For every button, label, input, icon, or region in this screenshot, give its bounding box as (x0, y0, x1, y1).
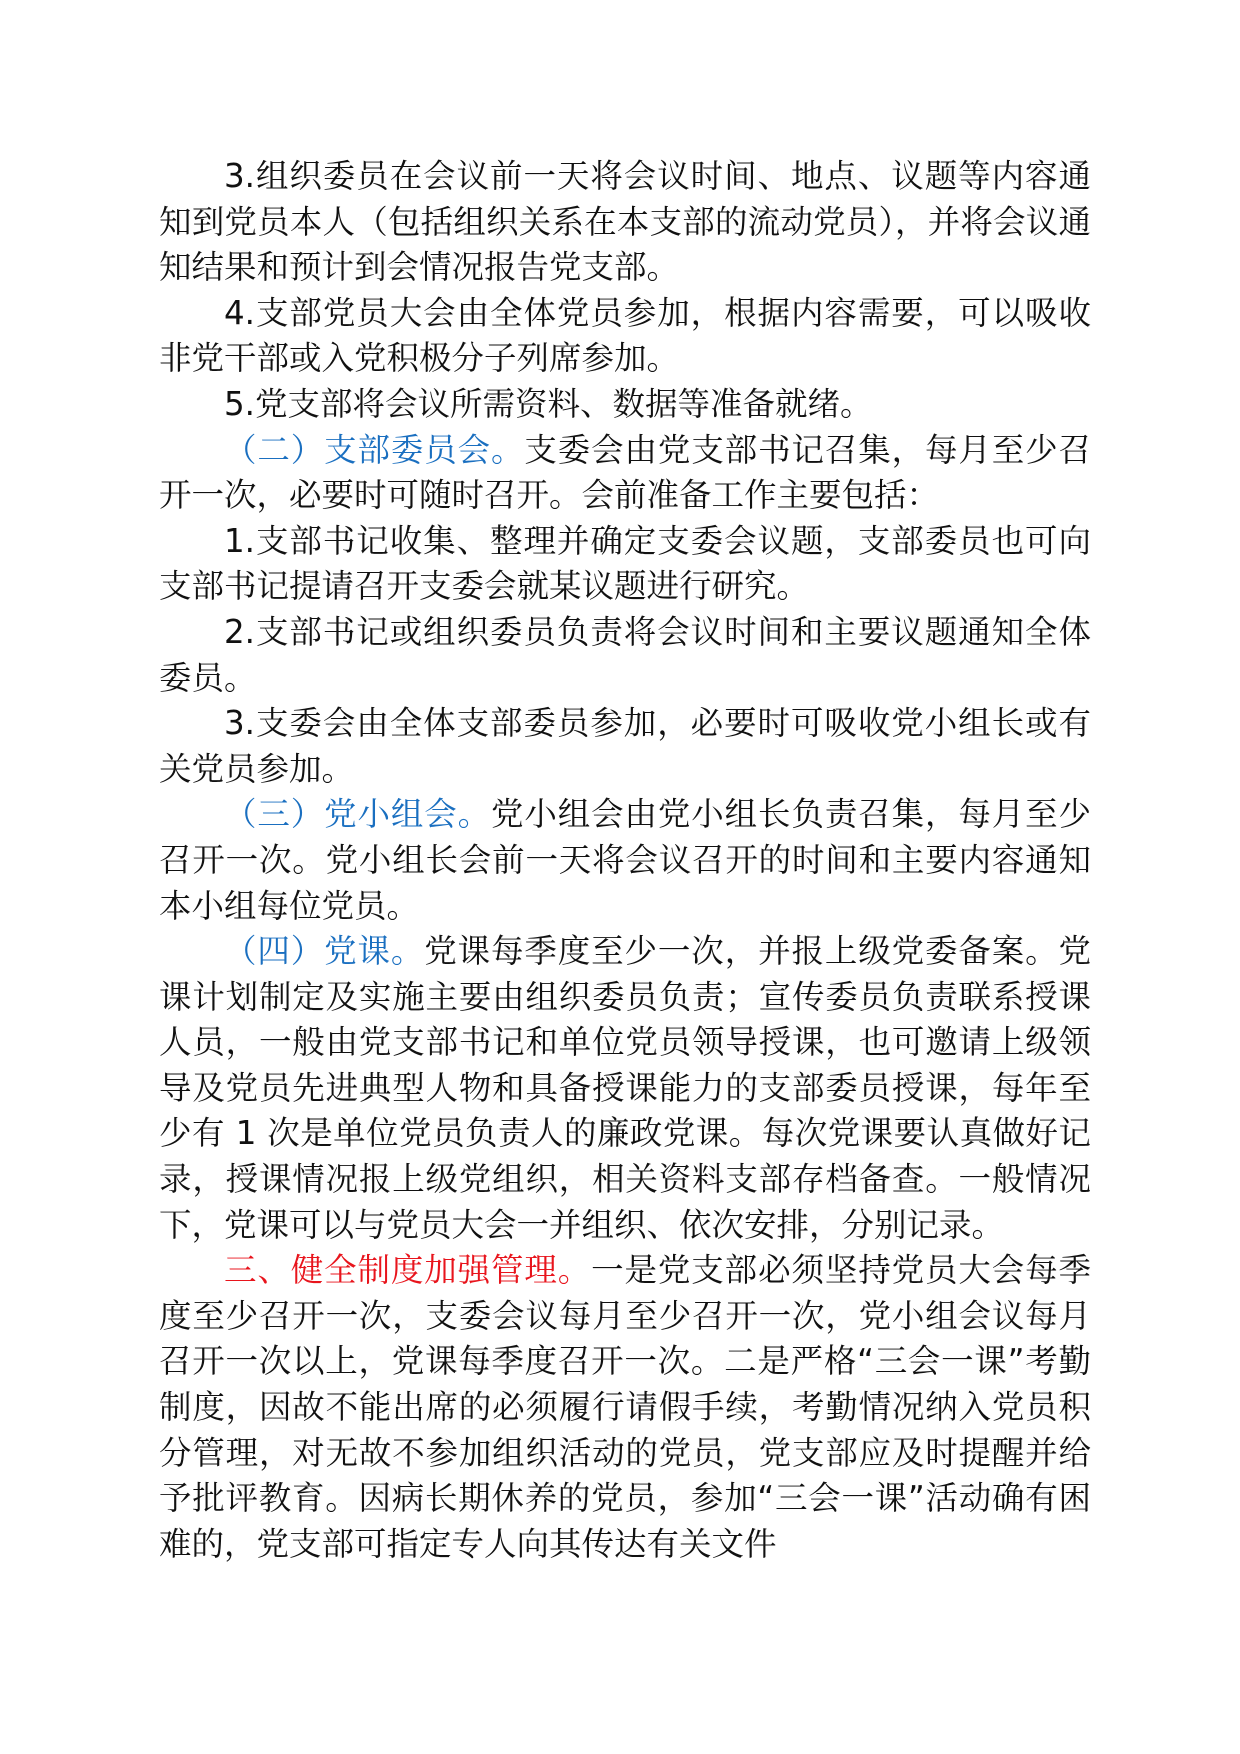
paragraph-text: 1.支部书记收集、整理并确定支委会议题，支部委员也可向支部书记提请召开支委会就某议题进行研究。 (159, 521, 1091, 606)
paragraph-text: 5.党支部将会议所需资料、数据等准备就绪。 (224, 384, 873, 423)
paragraph-party-group (159, 792, 1091, 929)
paragraph-party-lecture (159, 929, 1091, 1248)
document-body (159, 154, 1091, 1567)
paragraph-text: 党课每季度至少一次，并报上级党委备案。党课计划制定及实施主要由组织委员负责；宣传委员负责联系授课人员，一般由党支部书记和单位党员领导授课，也可邀请上级领导及党员先进典型人物和具备授课能力的支部委员授课，每年至少有 1 次是单位党员负责人的廉政党课。每次党课要认真做好记录，授课情况报上级党组织，相关资料支部存档备查。一般情况下，党课可以与党员大会一并组织、依次安排，分别记录。 (159, 932, 1091, 1244)
subheading-party-group: （三）党小组会。 (224, 795, 492, 834)
paragraph-text: 支委会由党支部书记召集，每月至少召开一次，必要时可随时召开。会前准备工作主要包括： (159, 430, 1091, 515)
paragraph-text: 党小组会由党小组长负责召集，每月至少召开一次。党小组长会前一天将会议召开的时间和主要内容通知本小组每位党员。 (159, 795, 1091, 925)
paragraph-branch-committee (159, 428, 1091, 519)
subheading-branch-committee: （二）支部委员会。 (224, 430, 525, 469)
paragraph-item-3 (159, 154, 1091, 291)
paragraph-text: 4.支部党员大会由全体党员参加，根据内容需要，可以吸收非党干部或入党积极分子列席参加。 (159, 293, 1091, 378)
subheading-party-lecture: （四）党课。 (224, 932, 425, 971)
paragraph-section-three (159, 1248, 1091, 1567)
paragraph-text: 一是党支部必须坚持党员大会每季度至少召开一次，支委会议每月至少召开一次，党小组会议每月召开一次以上，党课每季度召开一次。二是严格“三会一课”考勤制度，因故不能出席的必须履行请假手续，考勤情况纳入党员积分管理，对无故不参加组织活动的党员，党支部应及时提醒并给予批评教育。因病长期休养的党员，参加“三会一课”活动确有困难的，党支部可指定专人向其传达有关文件 (159, 1251, 1091, 1563)
paragraph-text: 3.组织委员在会议前一天将会议时间、地点、议题等内容通知到党员本人（包括组织关系在本支部的流动党员），并将会议通知结果和预计到会情况报告党支部。 (159, 157, 1091, 287)
section-heading-three: 三、健全制度加强管理。 (224, 1251, 592, 1290)
paragraph-item-4 (159, 291, 1091, 382)
paragraph-text: 3.支委会由全体支部委员参加，必要时可吸收党小组长或有关党员参加。 (159, 704, 1091, 788)
paragraph-item-1 (159, 519, 1091, 610)
paragraph-item-2 (159, 610, 1091, 701)
paragraph-text: 2.支部书记或组织委员负责将会议时间和主要议题通知全体委员。 (159, 612, 1091, 697)
paragraph-item-3b (159, 701, 1091, 792)
paragraph-item-5 (159, 382, 1091, 428)
